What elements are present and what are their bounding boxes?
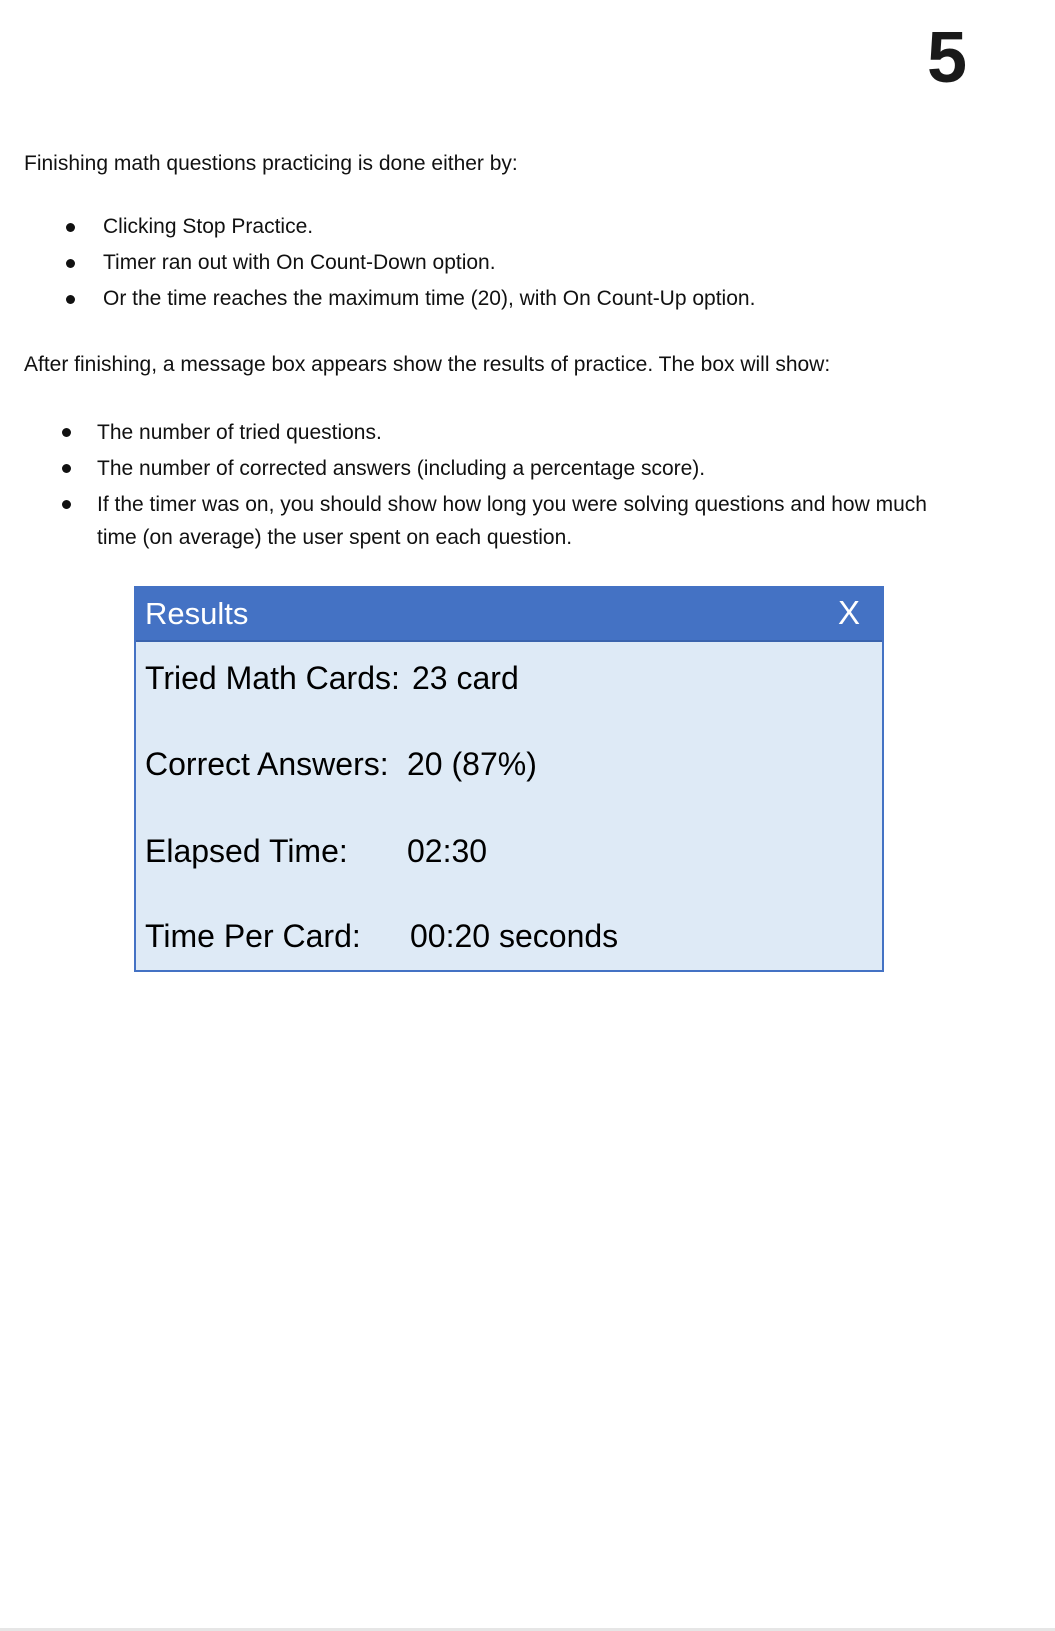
bullet-icon [62, 464, 71, 473]
list-item [0, 488, 947, 554]
bullet-icon [66, 295, 75, 304]
list-item-text: The number of corrected answers (including a percentage score). [97, 457, 706, 480]
page-number: 5 [926, 18, 967, 98]
elapsed-time-label: Elapsed Time: [145, 833, 348, 869]
bullet-icon [66, 259, 75, 268]
list-item-text: Clicking Stop Practice. [103, 215, 314, 238]
correct-answers-label: Correct Answers: [145, 746, 389, 782]
tried-cards-value: 23 card [412, 660, 519, 696]
list-item-text: Timer ran out with On Count-Down option. [103, 251, 496, 274]
close-button[interactable]: X [837, 594, 860, 631]
results-dialog [134, 586, 884, 972]
list-item [0, 416, 947, 452]
list-item [0, 452, 947, 488]
bullet-icon [62, 428, 71, 437]
time-per-card-value: 00:20 seconds [410, 918, 619, 954]
intro-finish-paragraph: Finishing math questions practicing is done either by: [24, 152, 518, 175]
list-item-text: If the timer was on, you should show how long you were solving questions and how much time (on average) the user spent on each question. [97, 493, 927, 549]
intro-results-paragraph: After finishing, a message box appears show the results of practice. The box will show: [24, 353, 831, 376]
tried-cards-row [145, 659, 519, 697]
time-per-card-row [145, 917, 619, 955]
elapsed-time-value: 02:30 [407, 833, 488, 869]
dialog-title: Results [145, 596, 249, 631]
correct-answers-value: 20 (87%) [407, 746, 537, 782]
bullet-icon [62, 500, 71, 509]
time-per-card-label: Time Per Card: [145, 918, 361, 954]
list-item-text: Or the time reaches the maximum time (20), with On Count-Up option. [103, 287, 756, 310]
dialog-header [136, 588, 882, 642]
bullet-icon [66, 223, 75, 232]
results-items-list [0, 416, 947, 554]
correct-answers-row [145, 745, 537, 783]
elapsed-time-row [145, 832, 488, 870]
list-item-text: The number of tried questions. [97, 421, 382, 444]
tried-cards-label: Tried Math Cards: [145, 660, 400, 696]
